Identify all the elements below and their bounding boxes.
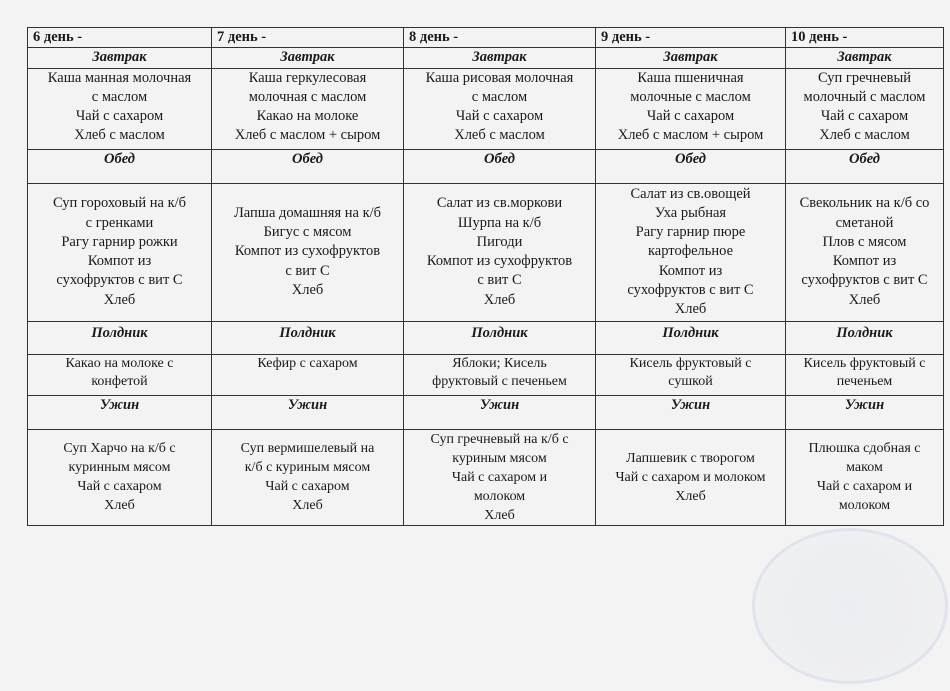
meal-title-lunch: Обед <box>596 149 786 183</box>
lunch-items: Суп гороховый на к/б с гренками Рагу гарнир рожки Компот из сухофруктов с вит С Хлеб <box>28 183 212 321</box>
lunch-items: Салат из св.овощей Уха рыбная Рагу гарнир пюре картофельное Компот из сухофруктов с вит С Хлеб <box>596 183 786 321</box>
meal-title-dinner: Ужин <box>596 395 786 429</box>
meal-title-snack: Полдник <box>404 321 596 354</box>
meal-title-lunch: Обед <box>786 149 944 183</box>
breakfast-items: Каша геркулесовая молочная с маслом Какао на молоке Хлеб с маслом + сыром <box>212 68 404 149</box>
row-lunch-items <box>28 183 944 321</box>
dinner-items: Суп Харчо на к/б с куринным мясом Чай с сахаром Хлеб <box>28 429 212 525</box>
meal-title-lunch: Обед <box>212 149 404 183</box>
row-meal-title-breakfast <box>28 48 944 68</box>
lunch-items: Лапша домашняя на к/б Бигус с мясом Компот из сухофруктов с вит С Хлеб <box>212 183 404 321</box>
meal-title-dinner: Ужин <box>786 395 944 429</box>
day-header: 7 день - <box>212 28 404 48</box>
row-meal-title-lunch <box>28 149 944 183</box>
breakfast-items: Каша пшеничная молочные с маслом Чай с сахаром Хлеб с маслом + сыром <box>596 68 786 149</box>
dinner-items: Лапшевик с творогом Чай с сахаром и молоком Хлеб <box>596 429 786 525</box>
row-meal-title-snack <box>28 321 944 354</box>
day-header: 9 день - <box>596 28 786 48</box>
breakfast-items: Суп гречневый молочный с маслом Чай с сахаром Хлеб с маслом <box>786 68 944 149</box>
snack-items: Кисель фруктовый с печеньем <box>786 354 944 395</box>
day-header: 10 день - <box>786 28 944 48</box>
dinner-items: Плюшка сдобная с маком Чай с сахаром и молоком <box>786 429 944 525</box>
row-snack-items <box>28 354 944 395</box>
meal-title-breakfast: Завтрак <box>404 48 596 68</box>
meal-title-dinner: Ужин <box>28 395 212 429</box>
snack-items: Кисель фруктовый с сушкой <box>596 354 786 395</box>
snack-items: Кефир с сахаром <box>212 354 404 395</box>
dinner-items: Суп вермишелевый на к/б с куриным мясом Чай с сахаром Хлеб <box>212 429 404 525</box>
meal-title-snack: Полдник <box>212 321 404 354</box>
meal-title-lunch: Обед <box>28 149 212 183</box>
breakfast-items: Каша рисовая молочная с маслом Чай с сахаром Хлеб с маслом <box>404 68 596 149</box>
snack-items: Яблоки; Кисель фруктовый с печеньем <box>404 354 596 395</box>
dinner-items: Суп гречневый на к/б с куриным мясом Чай с сахаром и молоком Хлеб <box>404 429 596 525</box>
breakfast-items: Каша манная молочная с маслом Чай с сахаром Хлеб с маслом <box>28 68 212 149</box>
meal-title-breakfast: Завтрак <box>596 48 786 68</box>
meal-title-snack: Полдник <box>786 321 944 354</box>
row-dinner-items <box>28 429 944 525</box>
meal-title-lunch: Обед <box>404 149 596 183</box>
lunch-items: Салат из св.моркови Шурпа на к/б Пигоди Компот из сухофруктов с вит С Хлеб <box>404 183 596 321</box>
day-header: 8 день - <box>404 28 596 48</box>
meal-title-breakfast: Завтрак <box>786 48 944 68</box>
day-header: 6 день - <box>28 28 212 48</box>
row-day-header <box>28 28 944 48</box>
meal-title-snack: Полдник <box>596 321 786 354</box>
snack-items: Какао на молоке с конфетой <box>28 354 212 395</box>
lunch-items: Свекольник на к/б со сметаной Плов с мясом Компот из сухофруктов с вит С Хлеб <box>786 183 944 321</box>
stamp-watermark <box>752 528 948 684</box>
meal-title-breakfast: Завтрак <box>212 48 404 68</box>
menu-table <box>27 27 944 526</box>
meal-title-dinner: Ужин <box>404 395 596 429</box>
meal-title-breakfast: Завтрак <box>28 48 212 68</box>
row-meal-title-dinner <box>28 395 944 429</box>
row-breakfast-items <box>28 68 944 149</box>
meal-title-dinner: Ужин <box>212 395 404 429</box>
meal-title-snack: Полдник <box>28 321 212 354</box>
